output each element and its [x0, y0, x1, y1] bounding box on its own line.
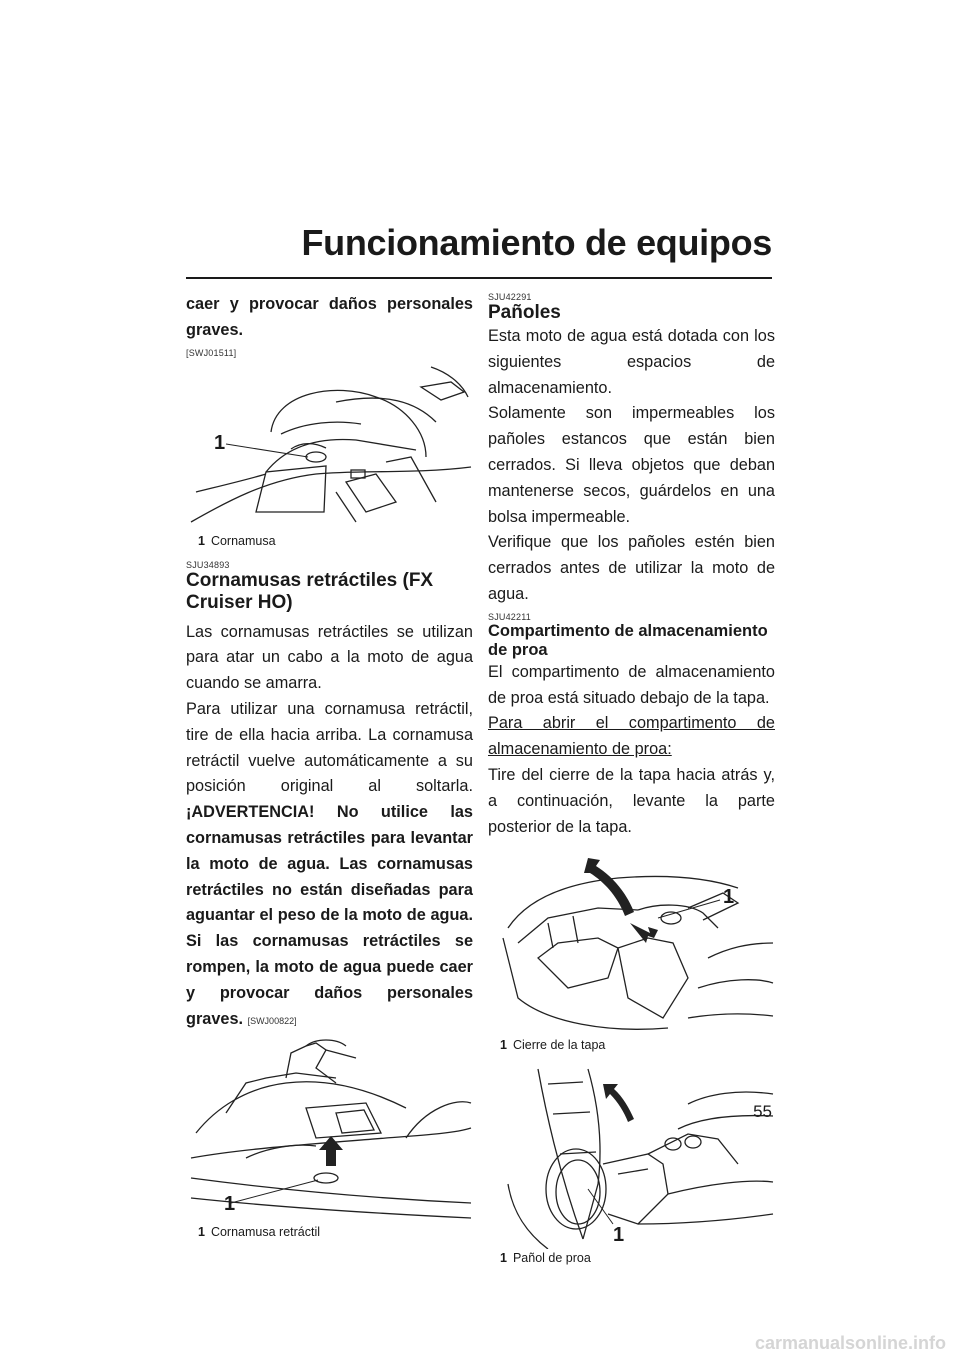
section-code: SJU42211 [488, 611, 531, 622]
figure-caption [198, 1225, 473, 1239]
warning-text: ¡ADVERTENCIA! No utilice las cornamusas retráctiles para levantar la moto de agua. Las cornamusas retráctiles no están diseñadas para aguantar el peso de la moto de agua. Si las cornamusas retráctiles se rompen, la moto de agua puede caer y provocar daños personales graves. [186, 803, 473, 1028]
paragraph-text: Para utilizar una cornamusa retráctil, tire de ella hacia arriba. La cornamusa retráctil vuelve automáticamente a su posición original al soltarla. [186, 699, 473, 796]
left-column [186, 292, 473, 1243]
figure-hatch-latch [488, 848, 775, 1056]
warning-code: [SWJ00822] [247, 1015, 297, 1026]
figure-caption [500, 1251, 775, 1265]
caption-text: Cornamusa [210, 533, 276, 548]
figure-bow-storage [488, 1064, 775, 1269]
reference-code: [SWJ01511] [186, 347, 237, 358]
page-number: 55 [753, 1102, 772, 1121]
caption-text: Cornamusa retráctil [210, 1225, 321, 1240]
intro-text: caer y provocar daños personales graves. [186, 295, 473, 339]
figure-cornamusa [186, 362, 473, 550]
paragraph: El compartimento de almacenamiento de proa está situado debajo de la tapa. [488, 662, 775, 707]
procedure-heading: Para abrir el compartimento de almacenamiento de proa: [488, 714, 775, 759]
section-code: SJU42291 [488, 292, 532, 302]
section-heading: Pañoles [488, 302, 561, 323]
paragraph: Solamente son impermeables los pañoles estancos que están bien cerrados. Si lleva objetos que deban mantenerse secos, guárdelos en una bolsa impermeable. [488, 404, 775, 526]
callout-1: 1 [723, 886, 735, 909]
watermark: carmanualsonline.info [754, 1333, 946, 1353]
figure-caption [500, 1038, 775, 1052]
figure-retractable-cleat [186, 1038, 473, 1243]
paragraph-warning [186, 697, 473, 1034]
callout-1: 1 [214, 431, 226, 454]
caption-number: 1 [198, 533, 205, 548]
caption-number: 1 [500, 1251, 507, 1266]
right-column [488, 292, 775, 1269]
callout-1: 1 [224, 1193, 236, 1216]
section-heading: Cornamusas retráctiles (FX Cruiser HO) [186, 569, 434, 613]
subsection-heading: Compartimento de almacenamiento de proa [488, 621, 768, 659]
section-code: SJU34893 [186, 559, 230, 570]
caption-number: 1 [500, 1038, 507, 1053]
paragraph: Verifique que los pañoles estén bien cerrados antes de utilizar la moto de agua. [488, 533, 775, 603]
caption-text: Cierre de la tapa [512, 1038, 606, 1053]
page-header-title: Funcionamiento de equipos [301, 222, 772, 263]
hatch-latch-illustration [488, 848, 775, 1036]
header-rule [186, 277, 772, 279]
figure-caption [198, 534, 473, 548]
paragraph: Las cornamusas retráctiles se utilizan para atar un cabo a la moto de agua cuando se amarra. [186, 622, 473, 693]
caption-number: 1 [198, 1225, 205, 1240]
caption-text: Pañol de proa [512, 1251, 591, 1266]
paragraph: Esta moto de agua está dotada con los siguientes espacios de almacenamiento. [488, 327, 775, 397]
callout-1: 1 [613, 1224, 625, 1247]
bow-storage-illustration [488, 1064, 775, 1249]
cornamusa-illustration [186, 362, 473, 532]
paragraph: Tire del cierre de la tapa hacia atrás y, a continuación, levante la parte posterior de la tapa. [488, 765, 775, 836]
